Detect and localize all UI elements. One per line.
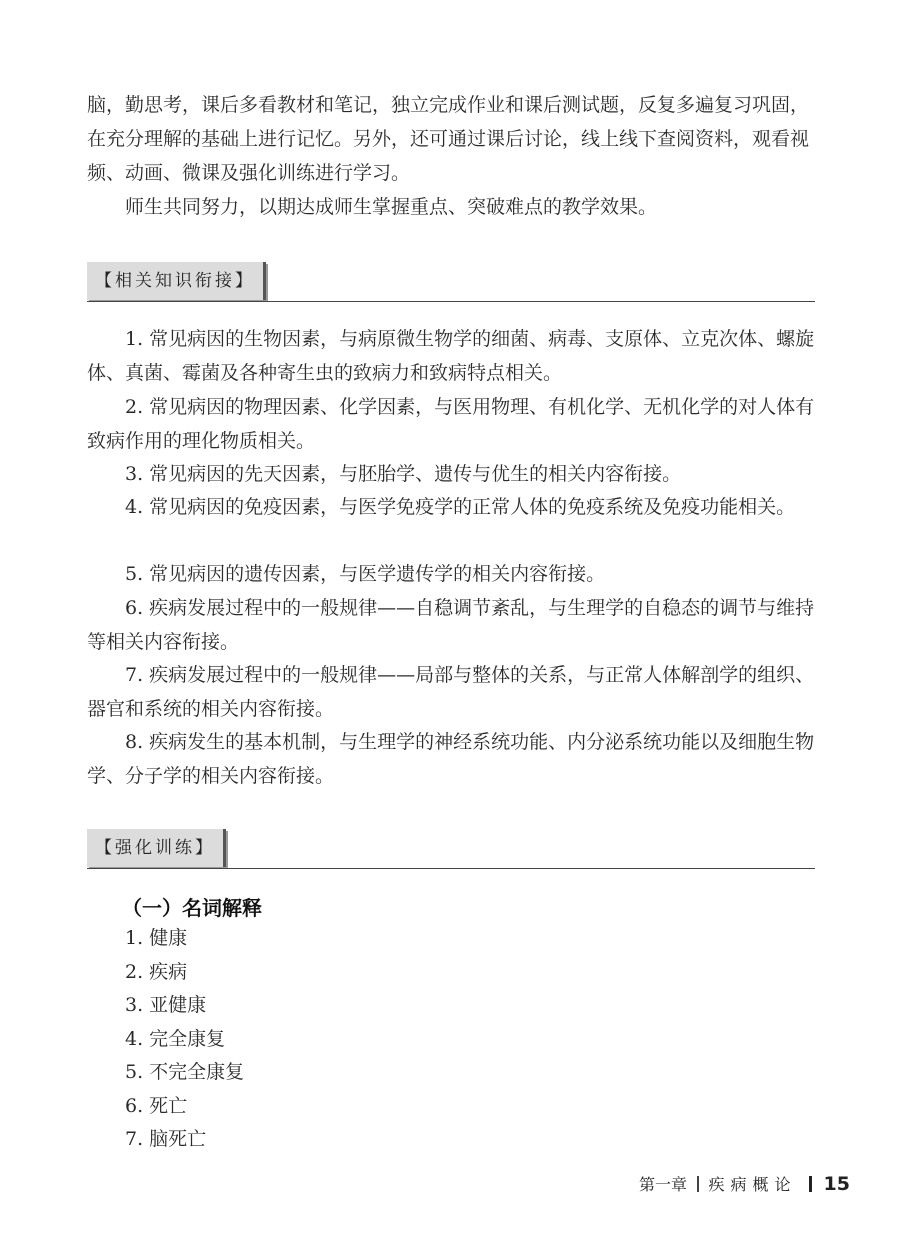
footer-divider xyxy=(697,1176,699,1192)
section-title: 【相关知识衔接】 xyxy=(87,262,266,300)
intro-paragraph-2: 师生共同努力，以期达成师生掌握重点、突破难点的教学效果。 xyxy=(125,196,658,218)
knowledge-item: 5. 常见病因的遗传因素，与医学遗传学的相关内容衔接。 xyxy=(125,563,606,585)
section-rule xyxy=(87,868,815,869)
list-item: 5. 不完全康复 xyxy=(125,1061,245,1083)
intro-paragraph: 脑，勤思考，课后多看教材和笔记，独立完成作业和课后测试题，反复多遍复习巩固，在充分理解的基础上进行记忆。另外，还可通过课后讨论，线上线下查阅资料，观看视频、动画、微课及强化训练进行学习。 xyxy=(87,94,810,184)
list-item: 6. 死亡 xyxy=(125,1094,188,1117)
list-item: 4. 完全康复 xyxy=(125,1027,226,1050)
term-list xyxy=(125,922,244,1157)
list-item: 3. 亚健康 xyxy=(125,994,207,1016)
chapter-title: 疾病概论 xyxy=(708,1175,797,1194)
knowledge-item: 7. 疾病发展过程中的一般规律——局部与整体的关系，与正常人体解剖学的组织、器官和系统的相关内容衔接。 xyxy=(87,664,815,720)
section-rule xyxy=(87,301,815,302)
knowledge-item: 2. 常见病因的物理因素、化学因素，与医用物理、有机化学、无机化学的对人体有致病作用的理化物质相关。 xyxy=(87,396,815,452)
knowledge-item: 3. 常见病因的先天因素，与胚胎学、遗传与优生的相关内容衔接。 xyxy=(125,463,682,485)
list-item: 7. 脑死亡 xyxy=(125,1128,207,1150)
knowledge-item: 1. 常见病因的生物因素，与病原微生物学的细菌、病毒、支原体、立克次体、螺旋体、真菌、霉菌及各种寄生虫的致病力和致病特点相关。 xyxy=(87,328,815,384)
list-item: 2. 疾病 xyxy=(125,960,188,983)
list-item: 1. 健康 xyxy=(125,927,188,949)
chapter-label: 第一章 xyxy=(639,1175,688,1194)
knowledge-item: 4. 常见病因的免疫因素，与医学免疫学的正常人体的免疫系统及免疫功能相关。 xyxy=(125,496,796,518)
page-footer xyxy=(639,1172,850,1195)
section-header-training xyxy=(87,829,815,869)
subsection-heading: （一）名词解释 xyxy=(122,896,262,920)
knowledge-item: 6. 疾病发展过程中的一般规律——自稳调节紊乱，与生理学的自稳态的调节与维持等相关内容衔接。 xyxy=(87,597,815,653)
section-header-knowledge xyxy=(87,262,815,302)
section-title: 【强化训练】 xyxy=(87,829,226,867)
knowledge-item: 8. 疾病发生的基本机制，与生理学的神经系统功能、内分泌系统功能以及细胞生物学、分子学的相关内容衔接。 xyxy=(87,731,815,787)
footer-divider xyxy=(809,1176,812,1192)
page-number: 15 xyxy=(823,1172,850,1195)
